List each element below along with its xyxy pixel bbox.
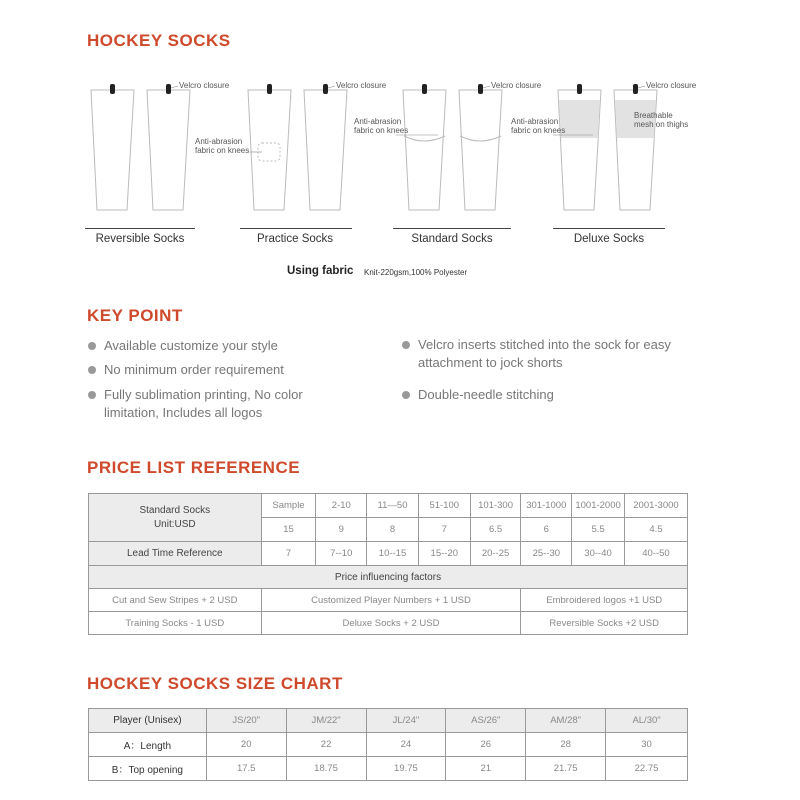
opening-cell: 22.75: [606, 757, 688, 781]
length-cell: 20: [206, 733, 286, 757]
sock-front-practice: [248, 90, 291, 210]
lead-cell: 40--50: [624, 542, 687, 566]
qty-cell: 301-1000: [521, 494, 572, 518]
qty-cell: 11—50: [367, 494, 419, 518]
size-header-label: Player (Unisex): [89, 709, 207, 733]
lead-cell: 7: [261, 542, 316, 566]
callout-velcro-reversible: Velcro closure: [179, 81, 230, 90]
price-cell: 8: [367, 518, 419, 542]
price-cell: 6: [521, 518, 572, 542]
price-cell: 9: [316, 518, 367, 542]
price-cell: 4.5: [624, 518, 687, 542]
length-cell: 24: [366, 733, 446, 757]
factor-cell: Reversible Socks +2 USD: [521, 612, 688, 635]
sock-back-practice: [304, 90, 347, 210]
label-standard-socks: Standard Socks: [411, 233, 493, 245]
price-cell: 5.5: [572, 518, 625, 542]
key-point-item: Double-needle stitching: [418, 386, 678, 404]
length-cell: 28: [526, 733, 606, 757]
lead-cell: 30--40: [572, 542, 625, 566]
opening-cell: 19.75: [366, 757, 446, 781]
key-point-item: Available customize your style: [104, 337, 364, 355]
qty-cell: 2-10: [316, 494, 367, 518]
key-point-item: Fully sublimation printing, No color limitation, Includes all logos: [104, 386, 344, 422]
qty-cell: 1001-2000: [572, 494, 625, 518]
sock-front-reversible: [91, 90, 134, 210]
qty-cell: 2001-3000: [624, 494, 687, 518]
label-reversible-socks: Reversible Socks: [95, 233, 185, 245]
size-cell: AM/28": [526, 709, 606, 733]
opening-cell: 21.75: [526, 757, 606, 781]
callout-mesh-deluxe: Breathable mesh on thighs: [634, 111, 689, 129]
price-table: [88, 493, 688, 635]
qty-cell: Sample: [261, 494, 316, 518]
opening-cell: 17.5: [206, 757, 286, 781]
lead-cell: 7--10: [316, 542, 367, 566]
price-list-title: PRICE LIST REFERENCE: [87, 458, 301, 477]
fabric-value: Knit-220gsm,100% Polyester: [364, 268, 468, 277]
callout-velcro-practice: Velcro closure: [336, 81, 387, 90]
lead-time-label: Lead Time Reference: [89, 542, 262, 566]
lead-cell: 15--20: [418, 542, 470, 566]
qty-cell: 51-100: [418, 494, 470, 518]
sock-back-standard: [459, 90, 502, 210]
qty-cell: 101-300: [470, 494, 521, 518]
sock-back-reversible: [147, 90, 190, 210]
length-label: A：Length: [89, 733, 207, 757]
size-table: [88, 708, 688, 781]
lead-cell: 25--30: [521, 542, 572, 566]
key-point-title: KEY POINT: [87, 306, 183, 325]
label-practice-socks: Practice Socks: [256, 233, 334, 245]
sock-front-standard: [403, 90, 446, 210]
factor-cell: Customized Player Numbers + 1 USD: [261, 589, 521, 612]
size-cell: JS/20": [206, 709, 286, 733]
opening-cell: 21: [446, 757, 526, 781]
length-cell: 30: [606, 733, 688, 757]
price-row-header: Standard Socks Unit:USD: [89, 494, 262, 542]
callout-velcro-deluxe: Velcro closure: [646, 81, 697, 90]
factors-title: Price influencing factors: [89, 566, 688, 589]
key-point-item: Velcro inserts stitched into the sock for easy attachment to jock shorts: [418, 336, 698, 372]
key-point-item: No minimum order requirement: [104, 361, 364, 379]
length-cell: 26: [446, 733, 526, 757]
size-cell: JM/22": [286, 709, 366, 733]
sock-illustrations: [0, 70, 800, 220]
price-cell: 15: [261, 518, 316, 542]
size-cell: JL/24": [366, 709, 446, 733]
price-cell: 6.5: [470, 518, 521, 542]
callout-knee-deluxe: Anti-abrasion fabric on knees: [511, 117, 566, 135]
size-chart-title: HOCKEY SOCKS SIZE CHART: [87, 674, 343, 693]
factor-cell: Deluxe Socks + 2 USD: [261, 612, 521, 635]
label-deluxe-socks: Deluxe Socks: [573, 233, 645, 245]
callout-knee-practice: Anti-abrasion fabric on knees: [195, 137, 250, 155]
top-opening-label: B：Top opening: [89, 757, 207, 781]
callout-knee-standard: Anti-abrasion fabric on knees: [354, 117, 409, 135]
opening-cell: 18.75: [286, 757, 366, 781]
size-cell: AL/30": [606, 709, 688, 733]
callout-velcro-standard: Velcro closure: [491, 81, 542, 90]
lead-cell: 10--15: [367, 542, 419, 566]
factor-cell: Embroidered logos +1 USD: [521, 589, 688, 612]
hockey-socks-title: HOCKEY SOCKS: [87, 31, 231, 50]
length-cell: 22: [286, 733, 366, 757]
price-cell: 7: [418, 518, 470, 542]
fabric-label: Using fabric: [287, 265, 354, 277]
factor-cell: Cut and Sew Stripes + 2 USD: [89, 589, 262, 612]
lead-cell: 20--25: [470, 542, 521, 566]
factor-cell: Training Socks - 1 USD: [89, 612, 262, 635]
size-cell: AS/26": [446, 709, 526, 733]
